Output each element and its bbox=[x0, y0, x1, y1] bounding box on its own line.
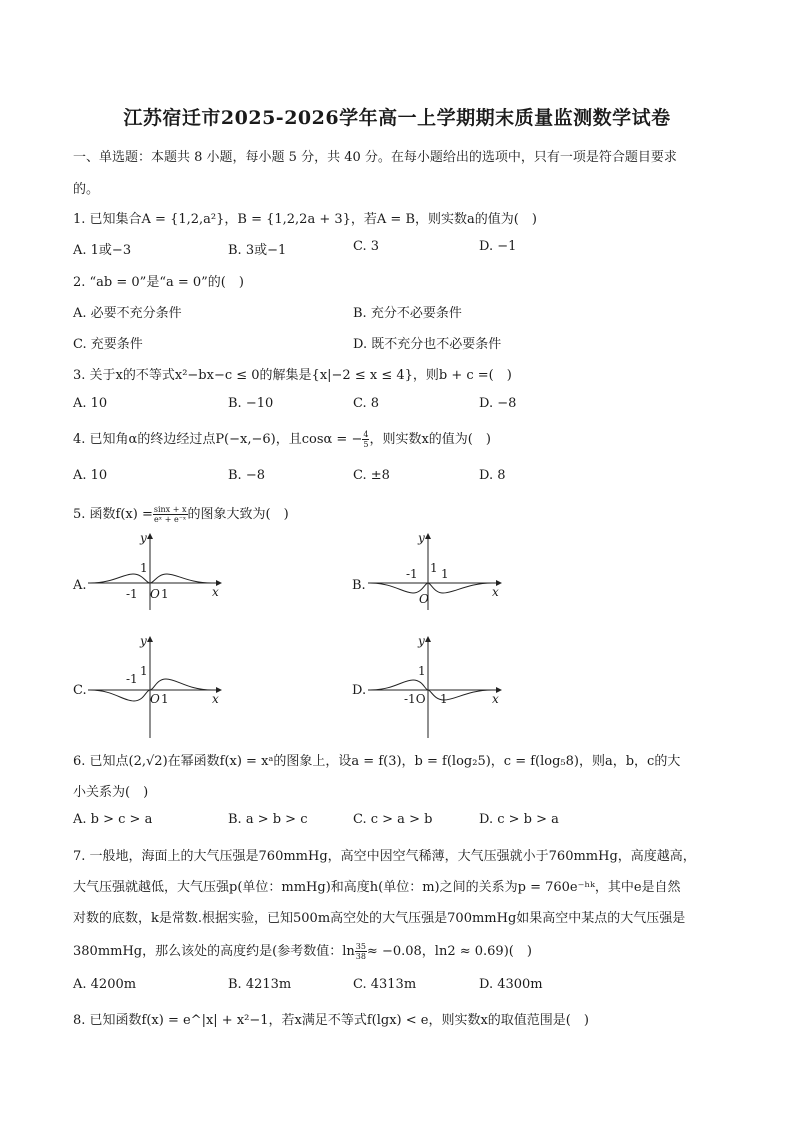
q5-option-d-label[interactable]: D. bbox=[352, 683, 367, 698]
q5-graph-b[interactable] bbox=[368, 530, 508, 614]
q6-option-c[interactable]: C. c > a > b bbox=[353, 812, 433, 827]
q1-option-d[interactable]: D. −1 bbox=[479, 239, 517, 254]
q5-graph-c[interactable] bbox=[88, 633, 228, 742]
q5-frac-den: eˣ + e⁻ˣ bbox=[154, 515, 187, 524]
q2-option-b[interactable]: B. 充分不必要条件 bbox=[353, 306, 462, 321]
q5-graph-a[interactable] bbox=[88, 530, 228, 614]
question-7-line-2: 大气压强就越低，大气压强p(单位：mmHg)和高度h(单位：m)之间的关系为p = 760e⁻ʰᵏ，其中e是自然 bbox=[73, 880, 681, 895]
q6-option-a[interactable]: A. b > c > a bbox=[73, 812, 153, 827]
x-label: x bbox=[492, 585, 499, 599]
tick-1: 1 bbox=[140, 561, 148, 575]
x-label: x bbox=[492, 692, 499, 706]
question-4-stem bbox=[73, 428, 491, 449]
q5-stem-start: 5. 函数f(x) = bbox=[73, 507, 153, 522]
question-3-stem: 3. 关于x的不等式x²−bx−c ≤ 0的解集是{x|−2 ≤ x ≤ 4}，则b + c =( ) bbox=[73, 368, 512, 383]
q1-option-a[interactable]: A. 1或−3 bbox=[73, 243, 132, 258]
question-5-stem bbox=[73, 503, 289, 524]
y-arrow-icon bbox=[425, 636, 431, 642]
tick-neg1: -1 bbox=[126, 672, 138, 686]
q3-option-d[interactable]: D. −8 bbox=[479, 396, 517, 411]
question-2-stem: 2. “ab = 0”是“a = 0”的( ) bbox=[73, 275, 244, 290]
origin-label: O bbox=[150, 692, 160, 706]
q7-option-b[interactable]: B. 4213m bbox=[228, 977, 292, 992]
y-arrow-icon bbox=[147, 636, 153, 642]
origin-label: O bbox=[419, 592, 429, 606]
q4-option-c[interactable]: C. ±8 bbox=[353, 468, 390, 483]
x-label: x bbox=[212, 585, 219, 599]
question-1-stem: 1. 已知集合A = {1,2,a²}，B = {1,2,2a + 3}，若A = B，则实数a的值为( ) bbox=[73, 212, 537, 227]
q4-option-b[interactable]: B. −8 bbox=[228, 468, 265, 483]
y-arrow-icon bbox=[425, 533, 431, 539]
question-7-line-1: 7. 一般地，海面上的大气压强是760mmHg，高空中因空气稀薄，大气压强就小于760mmHg，高度越高， bbox=[73, 849, 696, 864]
q5-frac-num: sinx + x bbox=[153, 505, 187, 514]
q5-option-a-label[interactable]: A. bbox=[73, 578, 87, 593]
y-label: y bbox=[418, 531, 425, 545]
tick-1-x: 1 bbox=[441, 567, 449, 581]
q6-option-b[interactable]: B. a > b > c bbox=[228, 812, 308, 827]
curve bbox=[370, 583, 492, 593]
q3-option-b[interactable]: B. −10 bbox=[228, 396, 274, 411]
origin-label: O bbox=[150, 587, 160, 601]
q2-option-a[interactable]: A. 必要不充分条件 bbox=[73, 306, 182, 321]
y-label: y bbox=[140, 531, 147, 545]
q7-option-a[interactable]: A. 4200m bbox=[73, 977, 137, 992]
question-7-line-3: 对数的底数，k是常数.根据实验，已知500m高空处的大气压强是700mmHg如果高空中某点的大气压强是 bbox=[73, 911, 686, 926]
q1-option-b[interactable]: B. 3或−1 bbox=[228, 243, 287, 258]
q7-frac-num: 35 bbox=[355, 942, 366, 951]
y-label: y bbox=[418, 634, 425, 648]
q3-option-c[interactable]: C. 8 bbox=[353, 396, 380, 411]
q4-option-a[interactable]: A. 10 bbox=[73, 468, 108, 483]
tick-neg1: -1 bbox=[126, 587, 138, 601]
q5-fraction bbox=[153, 505, 188, 524]
q1-option-c[interactable]: C. 3 bbox=[353, 239, 380, 254]
q7-fraction bbox=[355, 942, 367, 961]
tick-1-x: 1 bbox=[161, 692, 169, 706]
q2-option-d[interactable]: D. 既不充分也不必要条件 bbox=[353, 337, 502, 352]
question-7-line-4 bbox=[73, 940, 532, 961]
q5-graph-d[interactable] bbox=[368, 633, 508, 742]
question-6-stem: 6. 已知点(2,√2)在幂函数f(x) = xᵃ的图象上，设a = f(3)，b = f(log₂5)，c = f(log₅8)，则a，b，c的大 bbox=[73, 754, 681, 769]
q7-line4-start: 380mmHg，那么该处的高度约是(参考数值：ln bbox=[73, 944, 355, 959]
q5-option-b-label[interactable]: B. bbox=[352, 578, 366, 593]
y-arrow-icon bbox=[147, 533, 153, 539]
section-heading: 一、单选题：本题共 8 小题，每小题 5 分，共 40 分。在每小题给出的选项中，只有一项是符合题目要求 bbox=[73, 150, 677, 165]
x-label: x bbox=[212, 692, 219, 706]
tick-1: 1 bbox=[430, 561, 438, 575]
q5-option-c-label[interactable]: C. bbox=[73, 683, 87, 698]
question-6-stem-cont: 小关系为( ) bbox=[73, 785, 149, 800]
q7-line4-end: ≈ −0.08，ln2 ≈ 0.69)( ) bbox=[366, 944, 532, 959]
q7-option-d[interactable]: D. 4300m bbox=[479, 977, 543, 992]
q6-option-d[interactable]: D. c > b > a bbox=[479, 812, 559, 827]
q4-stem-end: ，则实数x的值为( ) bbox=[369, 432, 491, 447]
tick-neg1-origin: -1O bbox=[404, 692, 426, 706]
y-label: y bbox=[140, 634, 147, 648]
q7-option-c[interactable]: C. 4313m bbox=[353, 977, 417, 992]
curve bbox=[90, 574, 212, 583]
q7-frac-den: 38 bbox=[355, 952, 366, 961]
q4-frac-den: 5 bbox=[363, 440, 369, 449]
q5-stem-end: 的图象大致为( ) bbox=[187, 507, 289, 522]
q4-stem-start: 4. 已知角α的终边经过点P(−x,−6)，且cosα = − bbox=[73, 432, 363, 447]
tick-1: 1 bbox=[418, 664, 426, 678]
q2-option-c[interactable]: C. 充要条件 bbox=[73, 337, 143, 352]
tick-1-x: 1 bbox=[440, 692, 448, 706]
tick-1-x: 1 bbox=[161, 587, 169, 601]
section-heading-cont: 的。 bbox=[73, 182, 100, 197]
q4-frac-num: 4 bbox=[363, 430, 369, 439]
q3-option-a[interactable]: A. 10 bbox=[73, 396, 108, 411]
tick-1: 1 bbox=[140, 664, 148, 678]
q4-option-d[interactable]: D. 8 bbox=[479, 468, 506, 483]
page-title: 江苏宿迁市2025-2026学年高一上学期期末质量监测数学试卷 bbox=[123, 107, 671, 129]
question-8-stem: 8. 已知函数f(x) = e^|x| + x²−1，若x满足不等式f(lgx) < e，则实数x的取值范围是( ) bbox=[73, 1013, 589, 1028]
tick-neg1: -1 bbox=[406, 567, 418, 581]
